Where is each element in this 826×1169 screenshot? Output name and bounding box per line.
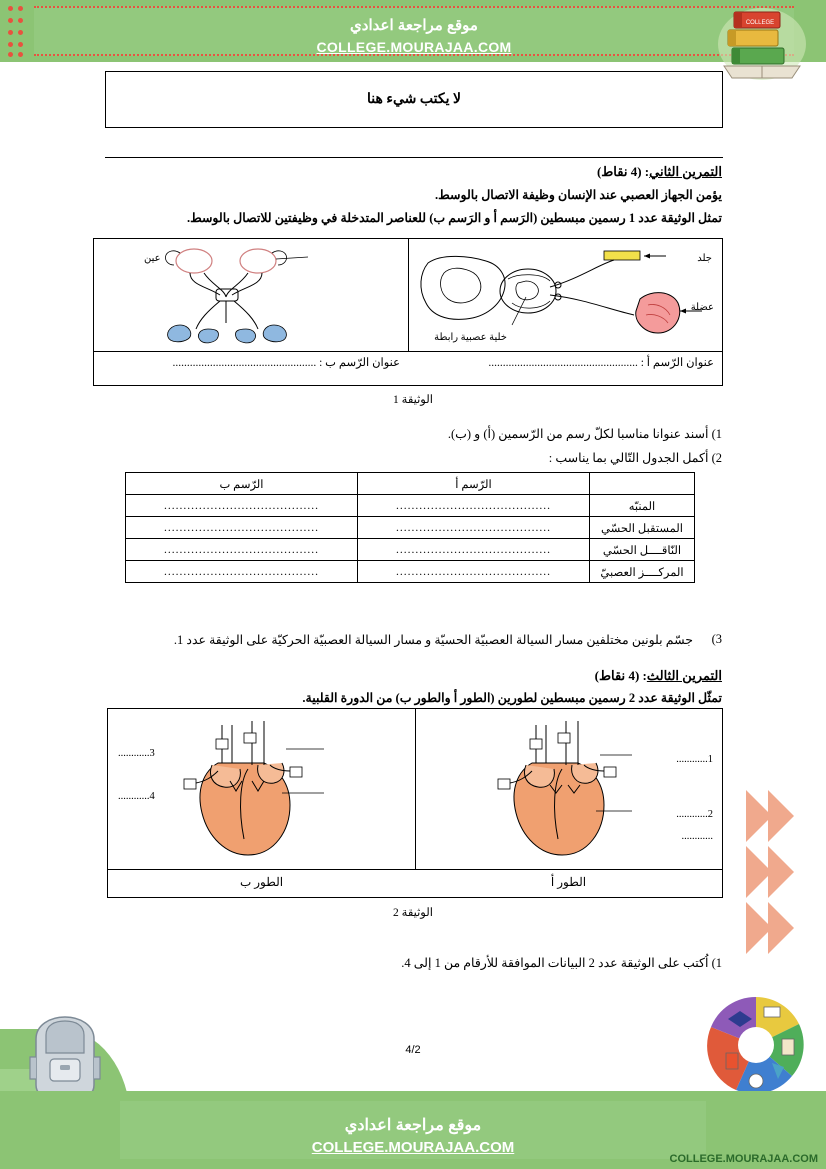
footer-url: COLLEGE.MOURAJAA.COM (311, 1139, 515, 1156)
table-cell-b[interactable]: ........................................ (126, 539, 358, 561)
document2-caption-b: الطور ب (239, 875, 284, 889)
answers-table (125, 472, 695, 583)
svg-text:COLLEGE: COLLEGE (745, 20, 775, 26)
table-cell-a[interactable]: ........................................ (358, 561, 590, 583)
heart-diagram-phase-a (492, 719, 642, 864)
banner-inner-strip (34, 6, 794, 56)
document2-label: الوثيقة 2 (393, 907, 433, 919)
table-header-a: الرّسم أ (358, 473, 590, 495)
diagram-a-skin-label: جلد (697, 253, 712, 264)
exercise3-doc-intro: تمثّل الوثيقة عدد 2 رسمين مبسطين لطورين (الطور أ والطور ب) من الدورة القلبية. (302, 691, 722, 705)
document2-horizontal-divider (108, 869, 722, 870)
heart-diagram-phase-b (178, 719, 328, 864)
divider-line (105, 157, 723, 158)
exercise3-title: التمرين الثالث: (4 نقاط) (594, 668, 722, 683)
callout-1: 1............ (676, 754, 713, 765)
diagram-a-muscle-label: عضلة (690, 302, 714, 313)
exercise2-intro: يؤمن الجهاز العصبي عند الإنسان وظيفة الاتصال بالوسط. (435, 188, 722, 202)
document2-figure (107, 708, 723, 898)
diagram-a-interneuron-label: خلية عصبية رابطة (434, 332, 507, 343)
footer-title: موقع مراجعة اعدادي (344, 1117, 482, 1134)
table-cell-a[interactable]: ........................................ (358, 495, 590, 517)
banner-dot-column (6, 4, 28, 58)
document2-caption-a: الطور أ (550, 875, 587, 889)
document1-horizontal-divider (94, 351, 722, 352)
diagram-b-eye-label: عين (144, 253, 161, 264)
document2-vertical-divider (415, 709, 416, 869)
callout-3: 3............ (118, 748, 155, 759)
exercise2-title: التمرين الثاني: (4 نقاط) (596, 164, 722, 179)
footer-corner-url: COLLEGE.MOURAJAA.COM (669, 1153, 818, 1165)
document1-figure (93, 238, 723, 386)
table-header-b: الرّسم ب (126, 473, 358, 495)
exercise2-doc-intro: تمثل الوثيقة عدد 1 رسمين مبسطين (الرَسم أ و الرَسم ب) للعناصر المتدخلة في وظيفتين للاتصال بالوسط. (186, 211, 722, 225)
exercise3-question1: 1) اُكتب على الوثيقة عدد 2 البيانات الموافقة للأرقام من 1 إلى 4. (401, 956, 722, 970)
page-number: 4/2 (405, 1044, 421, 1056)
table-cell-a[interactable]: ........................................ (358, 517, 590, 539)
no-write-note: لا يكتب شيء هنا (367, 92, 461, 107)
top-banner (0, 0, 826, 62)
table-row (126, 495, 695, 517)
exercise2-question3: جسّم بلونين مختلفين مسار السيالة العصبيّة الحسيّة و مسار السيالة العصبيّة الحركيّة على الوثيقة عدد 1. (173, 633, 693, 647)
backpack-icon (22, 1013, 108, 1101)
school-wheel-icon (704, 993, 808, 1097)
table-cell-b[interactable]: ........................................ (126, 517, 358, 539)
table-header-row (126, 473, 695, 495)
banner-url: COLLEGE.MOURAJAA.COM (316, 39, 512, 55)
chevron-decoration (742, 790, 822, 970)
table-row (126, 561, 695, 583)
document1-caption-b: عنوان الرّسم ب : .................................................. (172, 357, 400, 369)
table-row-label: المستقبل الحسّي (590, 517, 695, 539)
table-header-empty (590, 473, 695, 495)
banner-title: موقع مراجعة اعدادي (350, 17, 478, 34)
table-row-label: المنبّه (590, 495, 695, 517)
exercise2-question1: 1) أسند عنوانا مناسبا لكلّ رسم من الرّسمين (أ) و (ب). (447, 427, 722, 441)
document-content (0, 62, 826, 1072)
table-cell-b[interactable]: ........................................ (126, 561, 358, 583)
callout-4: 4............ (118, 791, 155, 802)
table-row (126, 539, 695, 561)
table-cell-b[interactable]: ........................................ (126, 495, 358, 517)
no-write-box (105, 71, 723, 128)
bottom-banner-inner (120, 1101, 706, 1159)
table-row (126, 517, 695, 539)
document1-caption-a: عنوان الرّسم أ : .................................................... (488, 357, 714, 369)
callout-2: 2............ (676, 809, 713, 820)
table-row-label: المركــــز العصبيّ (590, 561, 695, 583)
exercise2-question3-number: 3) (711, 632, 722, 646)
callout-2b: ............ (681, 831, 713, 842)
table-cell-a[interactable]: ........................................ (358, 539, 590, 561)
exercise2-question2: 2) أكمل الجدول التّالي بما يناسب : (548, 451, 722, 465)
table-row-label: النّاقــــل الحسّي (590, 539, 695, 561)
document1-label: الوثيقة 1 (393, 394, 433, 406)
